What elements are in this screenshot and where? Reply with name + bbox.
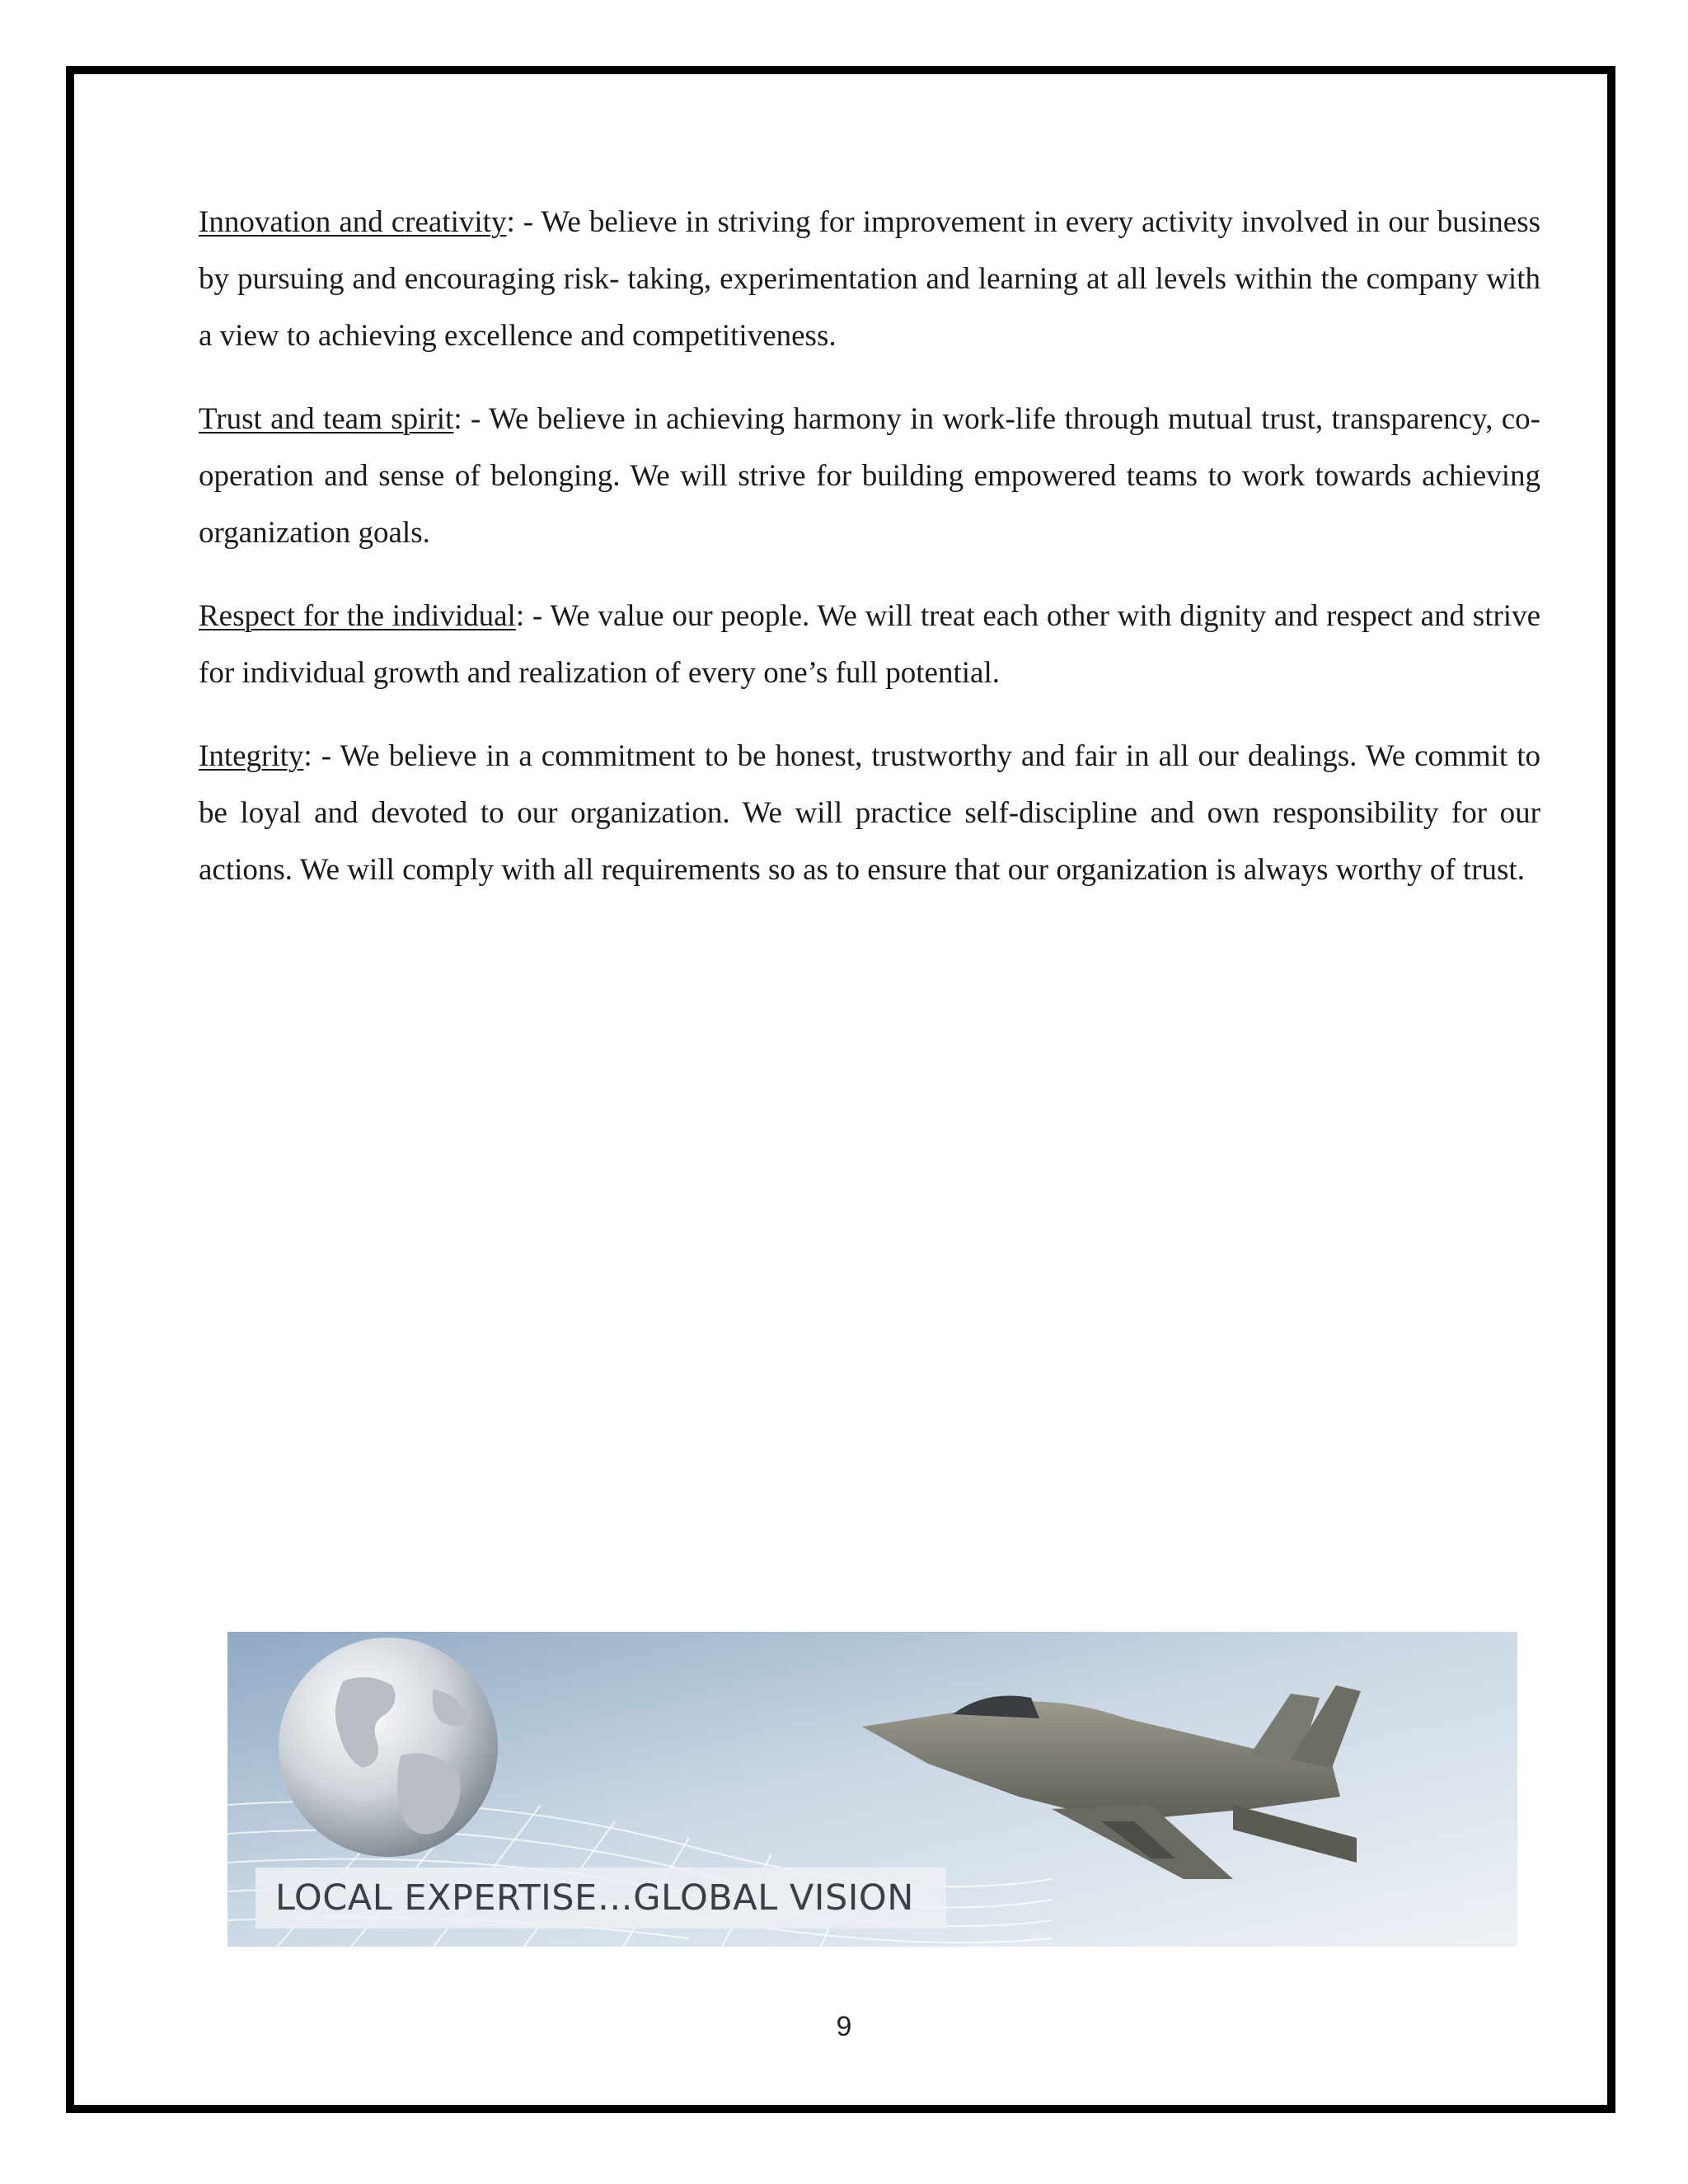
term-respect: Respect for the individual xyxy=(199,599,516,633)
paragraph-innovation xyxy=(199,194,1540,364)
paragraph-trust xyxy=(199,391,1540,561)
page-number: 9 xyxy=(836,2011,852,2042)
text-trust: : - We believe in achieving harmony in work-life through mutual trust, transparency, co-operation and sense of belonging. We will strive for building empowered teams to work towards achieving organization goals. xyxy=(199,402,1541,550)
paragraph-respect xyxy=(199,588,1540,701)
globe-icon xyxy=(279,1638,498,1857)
term-integrity: Integrity xyxy=(199,739,304,773)
banner-image xyxy=(227,1632,1517,1947)
banner-caption: LOCAL EXPERTISE…GLOBAL VISION xyxy=(256,1868,946,1929)
term-innovation: Innovation and creativity xyxy=(199,205,507,239)
term-trust: Trust and team spirit xyxy=(199,402,454,436)
text-respect: : - We value our people. We will treat each other with dignity and respect and strive for individual growth and realization of every one’s full potential. xyxy=(199,599,1541,690)
text-integrity: : - We believe in a commitment to be honest, trustworthy and fair in all our dealings. We commit to be loyal and devoted to our organization. We will practice self-discipline and own responsibility for our actions. We will comply with all requirements so as to ensure that our organization is always worthy of trust. xyxy=(199,739,1540,887)
paragraph-integrity xyxy=(199,728,1540,898)
text-innovation: : - We believe in striving for improvement in every activity involved in our business by pursuing and encouraging risk- taking, experimentation and learning at all levels within the company with a view to achieving excellence and competitiveness. xyxy=(199,205,1540,353)
document-body xyxy=(199,194,1540,925)
